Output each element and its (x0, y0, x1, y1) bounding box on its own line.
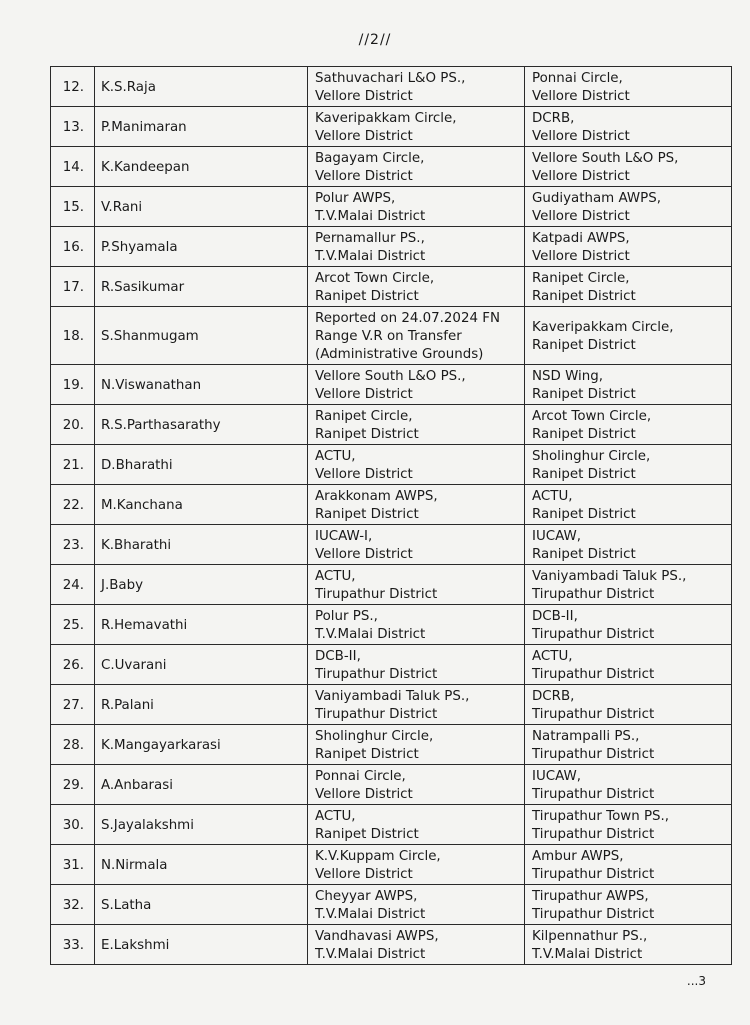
from-posting-cell: Reported on 24.07.2024 FN Range V.R on Transfer (Administrative Grounds) (308, 307, 525, 365)
from-posting-cell: Vaniyambadi Taluk PS., Tirupathur District (308, 685, 525, 725)
table-row (51, 187, 732, 227)
serial-number-cell: 19. (51, 365, 95, 405)
from-posting-cell: Vellore South L&O PS., Vellore District (308, 365, 525, 405)
from-posting-cell: Sholinghur Circle, Ranipet District (308, 725, 525, 765)
table-row (51, 885, 732, 925)
officer-name-cell: K.S.Raja (95, 67, 308, 107)
table-row (51, 485, 732, 525)
continuation-marker: ...3 (686, 974, 706, 988)
from-posting-cell: Vandhavasi AWPS, T.V.Malai District (308, 925, 525, 965)
officer-name-cell: S.Shanmugam (95, 307, 308, 365)
table-row (51, 107, 732, 147)
to-posting-cell: NSD Wing, Ranipet District (525, 365, 732, 405)
table-row (51, 685, 732, 725)
serial-number-cell: 17. (51, 267, 95, 307)
officer-name-cell: A.Anbarasi (95, 765, 308, 805)
from-posting-cell: Sathuvachari L&O PS., Vellore District (308, 67, 525, 107)
serial-number-cell: 20. (51, 405, 95, 445)
to-posting-cell: IUCAW, Tirupathur District (525, 765, 732, 805)
serial-number-cell: 22. (51, 485, 95, 525)
from-posting-cell: Pernamallur PS., T.V.Malai District (308, 227, 525, 267)
table-row (51, 445, 732, 485)
to-posting-cell: ACTU, Tirupathur District (525, 645, 732, 685)
table-row (51, 525, 732, 565)
serial-number-cell: 33. (51, 925, 95, 965)
from-posting-cell: ACTU, Ranipet District (308, 805, 525, 845)
serial-number-cell: 21. (51, 445, 95, 485)
page-marker: //2// (358, 32, 392, 48)
from-posting-cell: Polur PS., T.V.Malai District (308, 605, 525, 645)
table-row (51, 307, 732, 365)
from-posting-cell: Ranipet Circle, Ranipet District (308, 405, 525, 445)
officer-name-cell: R.S.Parthasarathy (95, 405, 308, 445)
officer-name-cell: J.Baby (95, 565, 308, 605)
officer-name-cell: R.Hemavathi (95, 605, 308, 645)
to-posting-cell: DCRB, Tirupathur District (525, 685, 732, 725)
table-row (51, 805, 732, 845)
officer-name-cell: K.Mangayarkarasi (95, 725, 308, 765)
officer-name-cell: E.Lakshmi (95, 925, 308, 965)
to-posting-cell: IUCAW, Ranipet District (525, 525, 732, 565)
officer-name-cell: N.Nirmala (95, 845, 308, 885)
serial-number-cell: 15. (51, 187, 95, 227)
from-posting-cell: Arcot Town Circle, Ranipet District (308, 267, 525, 307)
to-posting-cell: Natrampalli PS., Tirupathur District (525, 725, 732, 765)
to-posting-cell: DCB-II, Tirupathur District (525, 605, 732, 645)
serial-number-cell: 28. (51, 725, 95, 765)
officer-name-cell: D.Bharathi (95, 445, 308, 485)
officer-name-cell: S.Latha (95, 885, 308, 925)
officer-name-cell: P.Manimaran (95, 107, 308, 147)
from-posting-cell: Polur AWPS, T.V.Malai District (308, 187, 525, 227)
to-posting-cell: Arcot Town Circle, Ranipet District (525, 405, 732, 445)
serial-number-cell: 31. (51, 845, 95, 885)
serial-number-cell: 27. (51, 685, 95, 725)
to-posting-cell: Vaniyambadi Taluk PS., Tirupathur District (525, 565, 732, 605)
officer-name-cell: R.Sasikumar (95, 267, 308, 307)
to-posting-cell: Kaveripakkam Circle, Ranipet District (525, 307, 732, 365)
serial-number-cell: 14. (51, 147, 95, 187)
officer-name-cell: R.Palani (95, 685, 308, 725)
serial-number-cell: 25. (51, 605, 95, 645)
from-posting-cell: Cheyyar AWPS, T.V.Malai District (308, 885, 525, 925)
table-row (51, 845, 732, 885)
serial-number-cell: 13. (51, 107, 95, 147)
officer-name-cell: S.Jayalakshmi (95, 805, 308, 845)
table-row (51, 147, 732, 187)
from-posting-cell: ACTU, Tirupathur District (308, 565, 525, 605)
table-row (51, 365, 732, 405)
table-row (51, 725, 732, 765)
officer-name-cell: P.Shyamala (95, 227, 308, 267)
to-posting-cell: Ambur AWPS, Tirupathur District (525, 845, 732, 885)
officer-name-cell: V.Rani (95, 187, 308, 227)
serial-number-cell: 12. (51, 67, 95, 107)
to-posting-cell: Tirupathur Town PS., Tirupathur District (525, 805, 732, 845)
serial-number-cell: 30. (51, 805, 95, 845)
from-posting-cell: IUCAW-I, Vellore District (308, 525, 525, 565)
from-posting-cell: Bagayam Circle, Vellore District (308, 147, 525, 187)
to-posting-cell: Tirupathur AWPS, Tirupathur District (525, 885, 732, 925)
table-row (51, 605, 732, 645)
to-posting-cell: Gudiyatham AWPS, Vellore District (525, 187, 732, 227)
officer-name-cell: C.Uvarani (95, 645, 308, 685)
transfer-table-body (51, 67, 732, 965)
table-row (51, 267, 732, 307)
from-posting-cell: Ponnai Circle, Vellore District (308, 765, 525, 805)
table-row (51, 925, 732, 965)
transfer-table (50, 66, 732, 965)
from-posting-cell: ACTU, Vellore District (308, 445, 525, 485)
serial-number-cell: 32. (51, 885, 95, 925)
serial-number-cell: 29. (51, 765, 95, 805)
to-posting-cell: Vellore South L&O PS, Vellore District (525, 147, 732, 187)
to-posting-cell: ACTU, Ranipet District (525, 485, 732, 525)
from-posting-cell: Kaveripakkam Circle, Vellore District (308, 107, 525, 147)
to-posting-cell: Kilpennathur PS., T.V.Malai District (525, 925, 732, 965)
table-row (51, 405, 732, 445)
table-row (51, 765, 732, 805)
serial-number-cell: 23. (51, 525, 95, 565)
from-posting-cell: DCB-II, Tirupathur District (308, 645, 525, 685)
to-posting-cell: Ranipet Circle, Ranipet District (525, 267, 732, 307)
serial-number-cell: 26. (51, 645, 95, 685)
serial-number-cell: 16. (51, 227, 95, 267)
table-row (51, 67, 732, 107)
table-row (51, 645, 732, 685)
to-posting-cell: DCRB, Vellore District (525, 107, 732, 147)
officer-name-cell: N.Viswanathan (95, 365, 308, 405)
officer-name-cell: K.Bharathi (95, 525, 308, 565)
table-row (51, 565, 732, 605)
from-posting-cell: K.V.Kuppam Circle, Vellore District (308, 845, 525, 885)
from-posting-cell: Arakkonam AWPS, Ranipet District (308, 485, 525, 525)
officer-name-cell: K.Kandeepan (95, 147, 308, 187)
officer-name-cell: M.Kanchana (95, 485, 308, 525)
to-posting-cell: Sholinghur Circle, Ranipet District (525, 445, 732, 485)
to-posting-cell: Ponnai Circle, Vellore District (525, 67, 732, 107)
to-posting-cell: Katpadi AWPS, Vellore District (525, 227, 732, 267)
table-row (51, 227, 732, 267)
serial-number-cell: 18. (51, 307, 95, 365)
serial-number-cell: 24. (51, 565, 95, 605)
